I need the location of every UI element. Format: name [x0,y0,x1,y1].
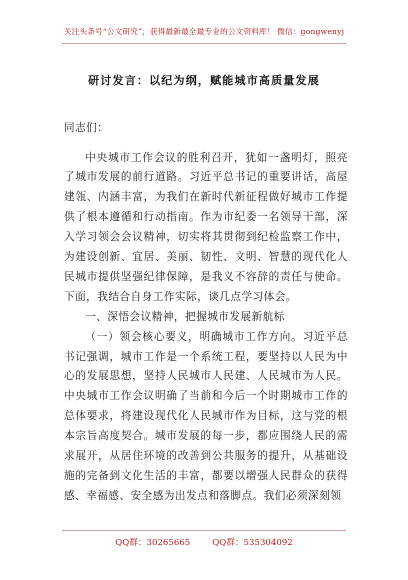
greeting: 同志们： [64,122,109,134]
subsection-paragraph: （一）领会核心要义，明确城市工作方向。习近平总书记强调，城市工作是一个系统工程，要坚持以人民为中心的发展思想，坚持人民城市人民建、人民城市为人民。中央城市工作会议明确了当前和今后一个时期城市工作的总体要求，将建设现代化人民城市作为目标，这与党的根本宗旨高度契合。城市发展的每一步，都应围绕人民的需求展开，从居住环境的改善到公共服务的提升，从基础设施的完备到文化生活的丰富，都要以增强人民群众的获得感、幸福感、安全感为出发点和落脚点。我们必须深刻领 [64,330,348,502]
section-heading: 一、深悟会议精神，把握城市发展新航标 [85,310,285,323]
footer-qq-group-1: QQ群：30265665 [115,538,191,548]
footer-divider [62,530,346,531]
footer-qq-group-2: QQ群：535304092 [212,538,293,548]
page-footer [0,536,408,548]
intro-paragraph: 中央城市工作会议的胜利召开，犹如一盏明灯，照亮了城市发展的前行道路。习近平总书记的重要讲话，高屋建瓴、内涵丰富，为我们在新时代新征程做好城市工作提供了根本遵循和行动指南。作为市纪委一名领导干部，深入学习领会会议精神，切实将其贯彻到纪检监察工作中，为建设创新、宜居、美丽、韧性、文明、智慧的现代化人民城市提供坚强纪律保障，是我义不容辞的责任与使命。下面，我结合自身工作实际，谈几点学习体会。 [64,151,348,303]
header-divider [62,43,346,44]
document-body [64,119,348,507]
page-header-notice: 关注头条号“公文研究”，获得最新最全最专业的公文资料库！ 微信：gongwenyj [63,27,345,36]
document-title: 研讨发言：以纪为纲，赋能城市高质量发展 [88,74,320,87]
